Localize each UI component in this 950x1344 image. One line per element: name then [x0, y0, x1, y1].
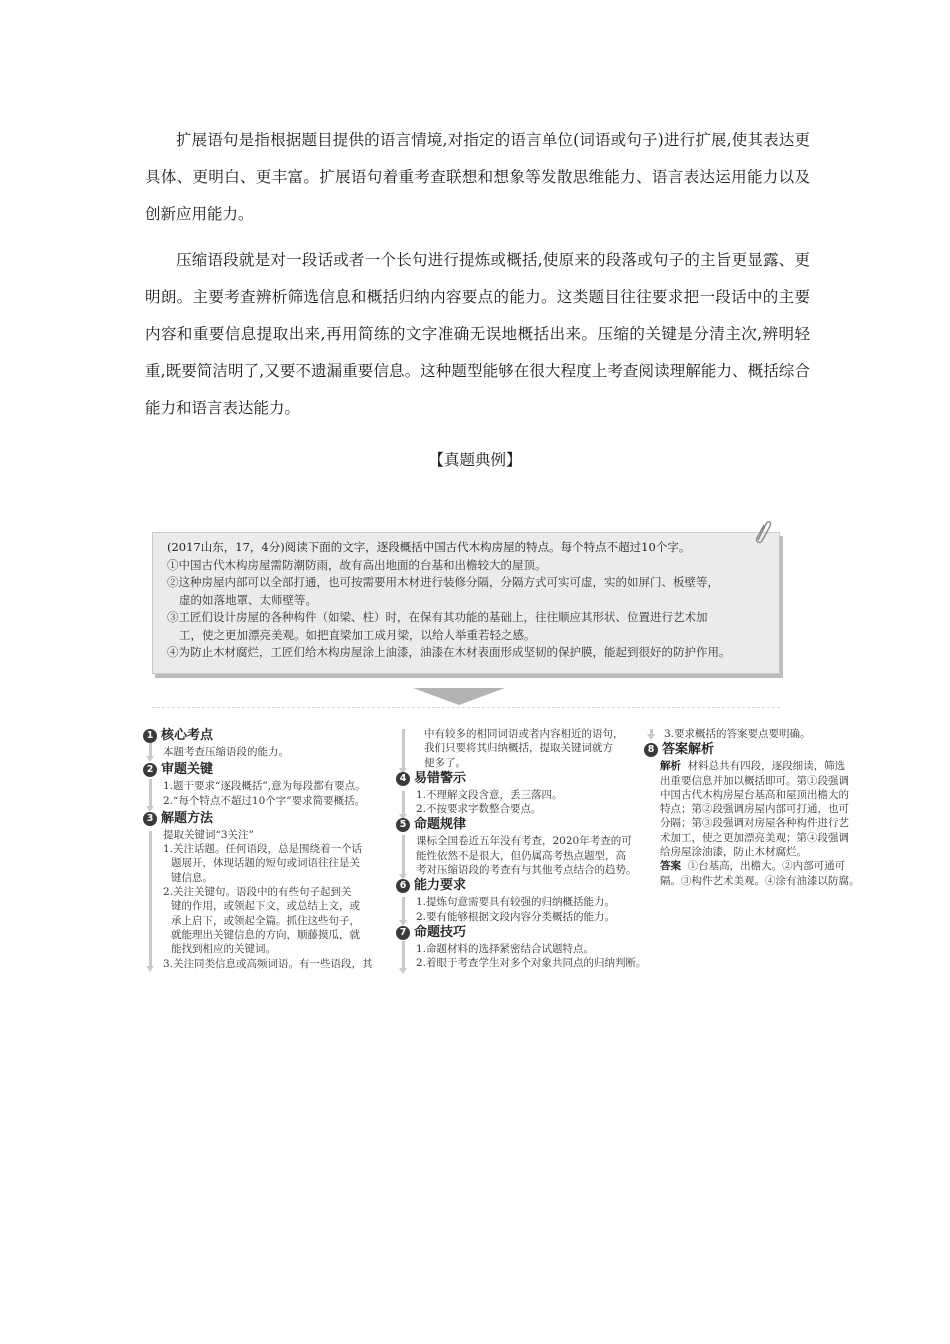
- section-heading: 易错警示: [414, 770, 467, 786]
- section-line: 1.关注话题。任何语段，总是围绕着一个话: [163, 843, 363, 856]
- section-line: 特点；第②段强调房屋内部可打通，也可: [660, 803, 849, 816]
- section-proposition-pattern: [396, 816, 648, 877]
- number-badge: 1: [143, 729, 157, 743]
- number-badge: 6: [396, 879, 410, 893]
- section-key-reading: [143, 761, 393, 808]
- paperclip-icon: [752, 518, 772, 544]
- section-line: 2.不按要求字数整合要点。: [416, 803, 542, 816]
- section-heading: 能力要求: [414, 878, 467, 894]
- section-core-point: [143, 727, 393, 759]
- section-line: 能找到相应的关键词。: [171, 943, 276, 956]
- section-line: 2.着眼于考查学生对多个对象共同点的归纳判断。: [416, 957, 647, 970]
- section-solution-method: [143, 810, 393, 971]
- intro-text-2: 压缩语段就是对一段话或者一个长句进行提炼或概括,使原来的段落或句子的主旨更显露、更明朗。主要考查辨析筛选信息和概括归纳内容要点的能力。这类题目往往要求把一段话中的主要内容和重要信息提取出来,再用简练的文字准确无误地概括出来。压缩的关键是分清主次,辨明轻重,既要简洁明了,又要不遗漏重要信息。这种题型能够在很大程度上考查阅读理解能力、概括综合能力和语言表达能力。: [145, 251, 810, 417]
- question-line: ①中国古代木构房屋需防潮防雨，故有高出地面的台基和出檐较大的屋顶。: [167, 557, 547, 572]
- number-badge: 7: [396, 926, 410, 940]
- section-heading: 解题方法: [161, 810, 214, 826]
- section-line: 便多了。: [424, 756, 466, 769]
- intro-paragraph-expand: [145, 122, 810, 233]
- section-line: 给房屋涂油漆，防止木材腐烂。: [660, 846, 807, 859]
- section-title: 【真题典例】: [428, 451, 522, 469]
- question-head: (2017山东，17，4分)阅读下面的文字，逐段概括中国古代木构房屋的特点。每个特点不超过10个字。: [167, 540, 691, 554]
- section-line: 2.要有能够根据文段内容分类概括的能力。: [416, 910, 616, 923]
- number-badge: 5: [396, 818, 410, 832]
- analysis-column-3: [644, 727, 874, 888]
- section-line: 2.关注关键句。语段中的有些句子起到关: [163, 886, 352, 899]
- divider: [152, 707, 780, 708]
- section-line: 3.关注同类信息或高频词语。有一些语段，其: [163, 957, 373, 970]
- section-line: ①台基高，出檐大。②内部可通可: [687, 860, 846, 873]
- number-badge: 4: [396, 772, 410, 786]
- question-line: ④为防止木材腐烂，工匠们给木构房屋涂上油漆，油漆在木材表面形成坚韧的保护膜，能起到很好的防护作用。: [167, 645, 731, 659]
- analysis-column-2: [396, 727, 648, 971]
- section-heading: 答案解析: [662, 742, 715, 758]
- section-line: 1.题干要求“逐段概括”,意为每段都有要点。: [163, 780, 366, 793]
- section-heading: 命题规律: [414, 817, 467, 833]
- section-line: 中国古代木构房屋台基高和屋顶出檐大的: [660, 788, 849, 801]
- section-line: 承上启下，或领起全篇。抓住这些句子，: [171, 914, 360, 927]
- section-error-warning: [396, 770, 648, 817]
- section-answer-analysis: [644, 741, 874, 888]
- section-line: 能性依然不是很大，但仍属高考热点题型，高: [416, 849, 626, 862]
- ability-requirement-continued: [644, 727, 874, 741]
- analysis-label: 解析: [660, 760, 681, 773]
- section-line: 中有较多的相同词语或者内容相近的语句，: [424, 728, 624, 740]
- section-line: 术加工，使之更加漂亮美观；第④段强调: [660, 831, 849, 844]
- section-line: 提取关键词“3关注”: [163, 828, 254, 841]
- section-line: 键的作用，或领起下文，或总结上文，或: [171, 900, 360, 913]
- section-line: 1.提炼句意需要具有较强的归纳概括能力。: [416, 896, 616, 909]
- arrow-down-icon: [413, 688, 505, 705]
- section-line: 本题考查压缩语段的能力。: [163, 746, 289, 758]
- question-line: ③工匠们设计房屋的各种构件（如梁、柱）时，在保有其功能的基础上，往往顺应其形状、位置进行艺术加: [167, 610, 708, 624]
- section-heading: 审题关键: [161, 762, 214, 778]
- section-heading: 命题技巧: [414, 924, 467, 940]
- section-line: 3.要求概括的答案要点要明确。: [664, 728, 811, 740]
- answer-label: 答案: [660, 860, 681, 873]
- section-line: 课标全国卷近五年没有考查，2020年考查的可: [416, 835, 632, 848]
- number-badge: 2: [143, 763, 157, 777]
- flow-line: [650, 729, 653, 735]
- section-line: 就能理出关键信息的方向，顺藤摸瓜，就: [171, 928, 360, 941]
- section-line: 2.“每个特点不超过10个字”要求简要概括。: [163, 794, 366, 807]
- section-line: 我们只要将其归纳概括，提取关键词就方: [424, 742, 613, 755]
- analysis-column-1: [143, 727, 393, 971]
- number-badge: 8: [644, 743, 658, 757]
- number-badge: 3: [143, 812, 157, 826]
- section-heading: 核心考点: [161, 728, 214, 743]
- section-line: 分隔；第③段强调对房屋各种构件进行艺: [660, 817, 849, 830]
- question-line: 工，使之更加漂亮美观。如把直梁加工成月梁，以给人举重若轻之感。: [179, 627, 536, 642]
- section-line: 键信息。: [171, 871, 213, 884]
- section-line: 1.不理解文段含意，丢三落四。: [416, 788, 563, 801]
- flow-line: [402, 729, 405, 769]
- question-line: 虚的如落地罩、太师壁等。: [179, 592, 317, 607]
- intro-paragraph-compress: [145, 242, 810, 427]
- question-box: [152, 532, 780, 674]
- section-line: 题展开，体现话题的短句或词语往往是关: [171, 857, 360, 870]
- question-line: ②这种房屋内部可以全部打通，也可按需要用木材进行装修分隔，分隔方式可实可虚，实的如屏门、板壁等，: [167, 575, 719, 589]
- solution-method-continued: [396, 727, 648, 770]
- intro-text-1: 扩展语句是指根据题目提供的语言情境,对指定的语言单位(词语或句子)进行扩展,使其表达更具体、更明白、更丰富。扩展语句着重考查联想和想象等发散思维能力、语言表达运用能力以及创新应用能力。: [145, 131, 810, 223]
- section-line: 考对压缩语段的考查有与其他考点结合的趋势。: [416, 864, 637, 877]
- section-line: 出重要信息并加以概括即可。第①段强调: [660, 774, 849, 787]
- section-line: 1.命题材料的选择紧密结合试题特点。: [416, 942, 595, 955]
- section-ability-requirement: [396, 877, 648, 924]
- section-line: 材料总共有四段，逐段细读，筛选: [687, 760, 846, 773]
- section-proposition-technique: [396, 924, 648, 971]
- section-line: 隔。③构件艺术美观。④涂有油漆以防腐。: [660, 874, 860, 887]
